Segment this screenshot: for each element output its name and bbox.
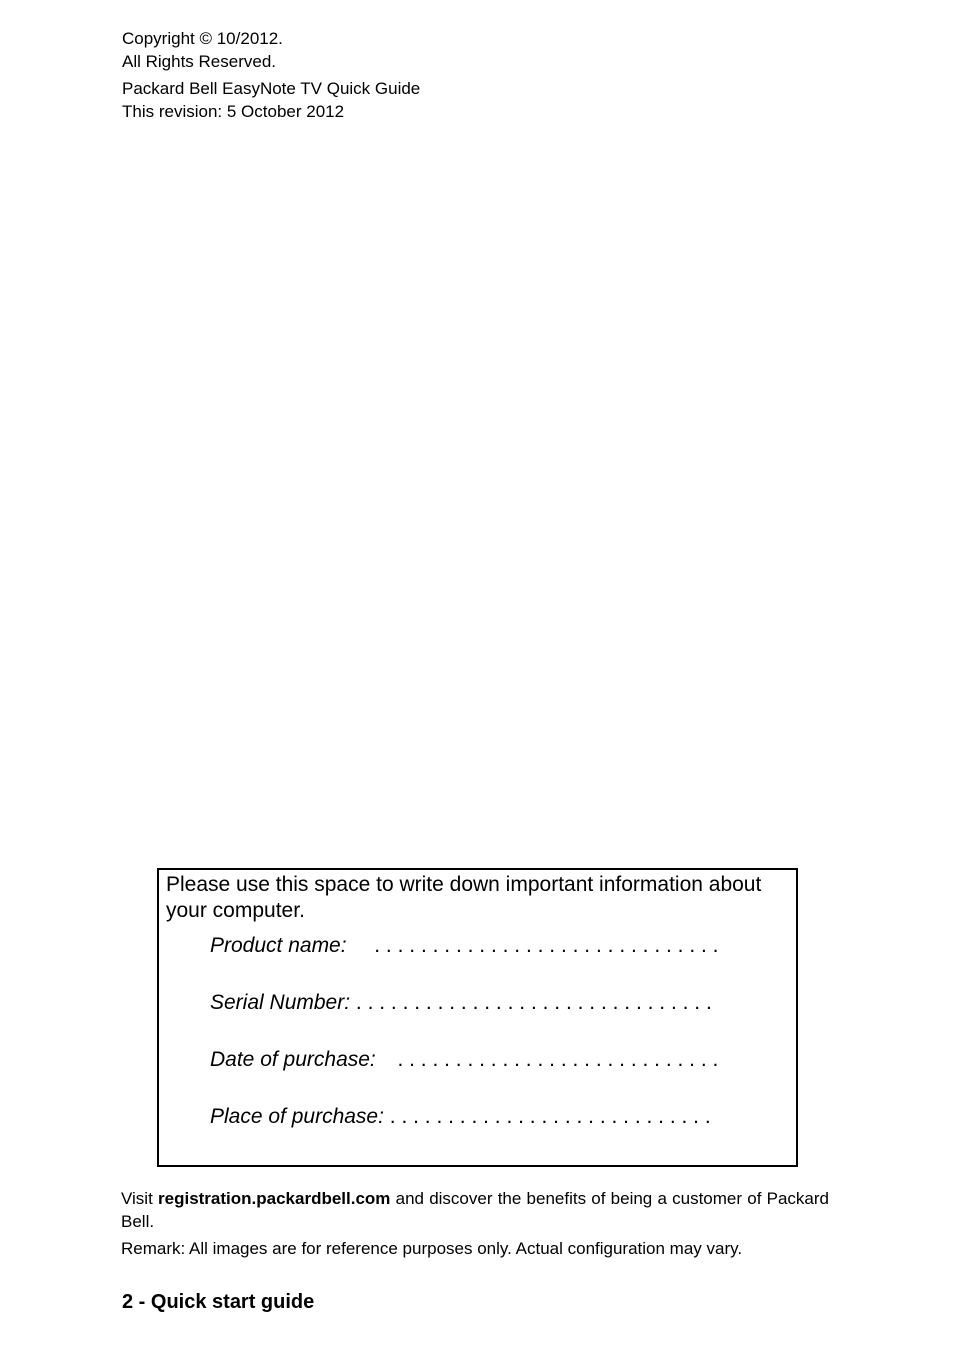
info-box-intro: Please use this space to write down important information about your computer. — [166, 873, 762, 922]
product-name-field — [210, 934, 719, 958]
remark-text: Remark: All images are for reference purposes only. Actual configuration may vary. — [121, 1239, 743, 1258]
copyright-line: Copyright © 10/2012. — [122, 29, 283, 48]
date-of-purchase-field — [210, 1048, 718, 1072]
place-of-purchase-label: Place of purchase: — [210, 1105, 384, 1128]
visit-paragraph — [121, 1187, 829, 1233]
revision-line: This revision: 5 October 2012 — [122, 102, 345, 121]
date-of-purchase-dots: . . . . . . . . . . . . . . . . . . . . . . . . . . . . — [397, 1048, 719, 1071]
visit-prefix: Visit — [121, 1189, 159, 1208]
serial-number-label: Serial Number: — [210, 991, 351, 1014]
info-box — [157, 868, 798, 1167]
place-of-purchase-dots: . . . . . . . . . . . . . . . . . . . . . . . . . . . . — [389, 1105, 711, 1128]
serial-number-field — [210, 991, 712, 1015]
registration-link[interactable]: registration.packardbell.com — [158, 1189, 391, 1208]
page-footer: 2 - Quick start guide — [122, 1291, 315, 1313]
product-name-dots: . . . . . . . . . . . . . . . . . . . . . . . . . . . . . . — [374, 934, 719, 957]
serial-number-dots: . . . . . . . . . . . . . . . . . . . . . . . . . . . . . . . — [355, 991, 712, 1014]
place-of-purchase-field — [210, 1105, 711, 1129]
visit-suffix: and discover the benefits of being a customer of Packard Bell. — [121, 1189, 829, 1231]
date-of-purchase-label: Date of purchase: — [210, 1048, 376, 1071]
rights-line: All Rights Reserved. — [122, 52, 277, 71]
guide-title: Packard Bell EasyNote TV Quick Guide — [122, 79, 421, 98]
product-name-label: Product name: — [210, 934, 347, 957]
document-header — [122, 27, 420, 123]
